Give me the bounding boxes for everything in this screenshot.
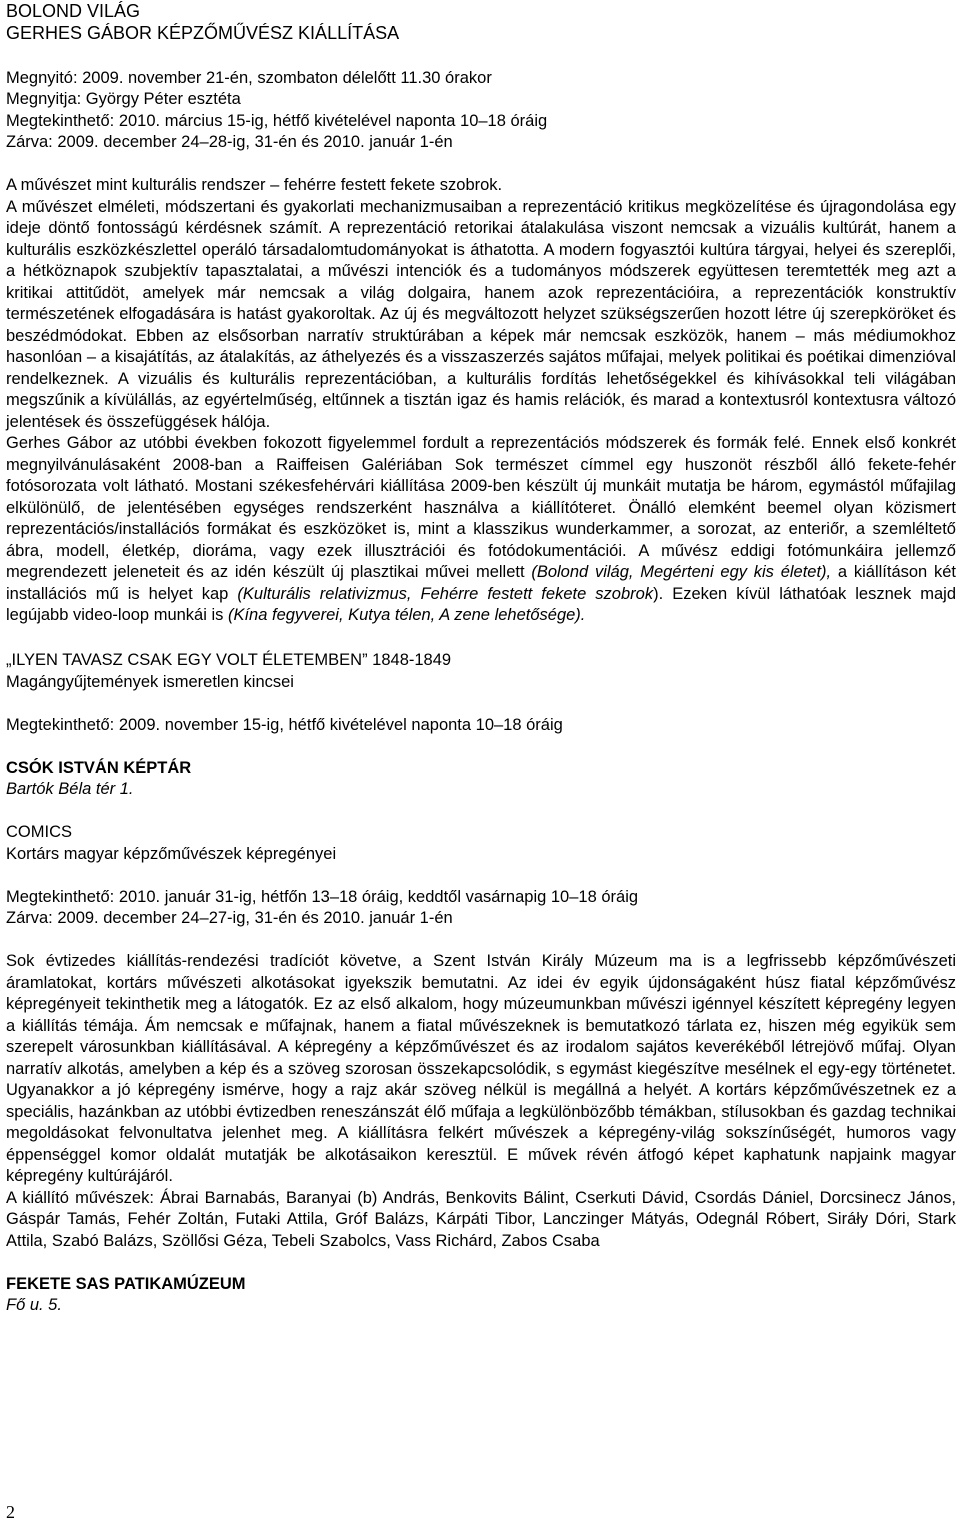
- exhibition-1848: [6, 650, 956, 736]
- venue-csok: [6, 758, 956, 801]
- essay-paragraph: A művészet elméleti, módszertani és gyakorlati mechanizmusaiban a reprezentáció kritikus megközelítése és újragondolása egy ideje döntő fontosságú kérdésnek számít. A reprezentáció retorikai átalakulása viszont nemcsak a vizuális kultúrát, hanem a kulturális eszközkészlettel operáló társadalomtudományokat is áthatotta. A modern fogyasztói kultúra tárgyai, helyei és szereplői, a hétköznapok szubjektív tapasztalatai, a művészi intenciók és a tudományos módszerek együttesen teremtették meg azt a kritikai attitűdöt, amelyek már nemcsak a világ dolgaira, hanem azok reprezentációira, a reprezentációk konstruktív természetének elfogadására is hatást gyakoroltak. Az új és megváltozott helyzet szükségszerűen hozott létre új szerepköröket és beszédmódokat. Ebben az elsősorban narratív struktúrában a képek már nemcsak eszközök, hanem – más médiumokhoz hasonlóan – a kisajátítás, az átalakítás, az áthelyezés és a visszaszerzés sajátos műfajai, melyek politikai és poétikai dimenzióval rendelkeznek. A vizuális és kulturális reprezentációban, a kulturális fordítás lehetőségekkel és kihívásokkal teli világában megszűnik a kívülállás, az egyértelműség, eltűnnek a tisztán igaz és hamis relációk, és marad a kontextusról kontextusra változó jelentések és összefüggések hálója.: [6, 197, 956, 431]
- exhibition-subtitle: GERHES GÁBOR KÉPZŐMŰVÉSZ KIÁLLÍTÁSA: [6, 23, 400, 43]
- venue-patikamuzeum: [6, 1274, 956, 1317]
- artwork-titles: (Bolond világ, Megérteni egy kis életet),: [531, 563, 832, 581]
- exhibition-1848-title: „ILYEN TAVASZ CSAK EGY VOLT ÉLETEMBEN” 1848-1849: [6, 651, 452, 669]
- comics-viewing: Megtekinthető: 2010. január 31-ig, hétfőn 13–18 óráig, keddtől vasárnapig 10–18 óráig: [6, 887, 639, 906]
- installation-titles: (Kulturális relativizmus, Fehérre festett fekete szobrok: [237, 584, 654, 603]
- venue-name: CSÓK ISTVÁN KÉPTÁR: [6, 758, 192, 777]
- spacer: [6, 154, 956, 176]
- comics-subtitle: Kortárs magyar képzőművészek képregényei: [6, 844, 337, 863]
- exhibition-title: BOLOND VILÁG: [6, 1, 141, 21]
- venue-address: Bartók Béla tér 1.: [6, 780, 134, 798]
- comics-closed: Zárva: 2009. december 24–27-ig, 31-én és 2010. január 1-én: [6, 909, 453, 927]
- opener-line: Megnyitja: György Péter esztéta: [6, 90, 241, 108]
- document-header: [6, 0, 956, 44]
- venue-address: Fő u. 5.: [6, 1296, 62, 1314]
- closed-line: Zárva: 2009. december 24–28-ig, 31-én és 2010. január 1-én: [6, 133, 453, 151]
- paragraph-text: a kiállításon két installációs mű is helyet kap: [6, 563, 956, 603]
- opening-line: Megnyitó: 2009. november 21-én, szombaton délelőtt 11.30 órakor: [6, 68, 492, 87]
- page-number: 2: [6, 1502, 15, 1522]
- spacer: [6, 930, 956, 952]
- spacer: [6, 736, 956, 758]
- exhibition-1848-viewing: Megtekinthető: 2009. november 15-ig, hétfő kivételével naponta 10–18 óráig: [6, 715, 563, 734]
- paragraph-text: Gerhes Gábor az utóbbi években fokozott figyelemmel fordult a reprezentációs módszerek és formák felé. Ennek első konkrét megnyilvánulásaként 2008-ban a Raiffeisen Galériában Sok természet címmel egy huszonöt részből álló fekete-fehér fotósorozata volt látható. Mostani székesfehérvári kiállítása 2009-ben készült új munkáit mutatja be három, egymástól műfajilag elkülönülő, de jelentésében egységes rendszerként használva a kiállítóteret. Önálló elemként beemel olyan közismert reprezentációs/installációs formákat és eszközöket is, mint a klasszikus wunderkammer, a sorozat, az enteriőr, a szemléltető ábra, modell, életkép, dioráma, vagy ezek illusztrációi és fotódokumentációi. A művész eddigi fotómunkáira jellemző megrendezett jeleneteit és az idén készült új plasztikai művei mellett: [6, 434, 956, 581]
- document-page: [6, 0, 956, 1317]
- spacer: [6, 865, 956, 887]
- exhibition-1848-subtitle: Magángyűjtemények ismeretlen kincsei: [6, 672, 294, 691]
- spacer: [6, 627, 956, 649]
- spacer: [6, 1252, 956, 1274]
- video-titles: (Kína fegyverei, Kutya télen, A zene lehetősége).: [227, 606, 586, 624]
- essay-paragraph-2: [6, 433, 956, 627]
- paragraph-text: ). Ezeken kívül láthatóak lesznek majd legújabb video-loop munkái is: [6, 584, 956, 624]
- spacer: [6, 801, 956, 823]
- venue-name: FEKETE SAS PATIKAMÚZEUM: [6, 1274, 246, 1293]
- spacer: [6, 693, 956, 715]
- exhibition-comics: [6, 822, 956, 1252]
- exhibition-info: [6, 68, 956, 154]
- comics-title: COMICS: [6, 823, 72, 841]
- comics-paragraph: Sok évtizedes kiállítás-rendezési tradíciót követve, a Szent István Király Múzeum ma is a legfrissebb képzőművészeti áramlatokat, kortárs művészeti alkotásokat igyekszik bemutatni. Az idei év egyik újdonságaként húsz fiatal képzőművész képregényeit tekinthetik meg a látogatók. Ez az első alkalom, hogy múzeumunkban művészi igénnyel készített képregény legyen a kiállítás témája. Ám nemcsak e műfajnak, hanem a fiatal művészeknek is bemutatkozó tárlata ez, hiszen még egyikük sem szerepelt városunkban kiállításával. A képregény a képzőművészet és az irodalom sajátos keverékéből létrejövő műfaj. Olyan narratív alkotás, amelyben a kép és a szöveg szorosan összekapcsolódik, s egymást kiegészítve mesélnek el egy-egy történetet. Ugyanakkor a jó képregény ismérve, hogy a rajz akár szöveg nélkül is megállná a helyét. A kortárs képzőművészetnek ez a speciális, hazánkban az utóbbi évtizedben reneszánszát élő műfaja a legkülönbözőbb témákban, stílusokban és gazdag technikai megoldásokat felvonultatva jelenhet meg. A kiállításra felkért művészek a képregény-világ sokszínűségét, humoros vagy éppenséggel komor oldalát mutatják be alkotásaikon keresztül. E művek révén átfogó képet kaphatunk napjaink magyar képregény kultúrájáról.: [6, 952, 956, 1185]
- spacer: [6, 44, 956, 66]
- viewing-line: Megtekinthető: 2010. március 15-ig, hétfő kivételével naponta 10–18 óráig: [6, 111, 548, 130]
- comics-artists: A kiállító művészek: Ábrai Barnabás, Baranyai (b) András, Benkovits Bálint, Cserkuti Dávid, Csordás Dániel, Dorcsinecz János, Gáspár Tamás, Fehér Zoltán, Futaki Attila, Gróf Balázs, Kárpáti Tibor, Lanczinger Mátyás, Odegnál Róbert, Siráły Dóri, Stark Attila, Szabó Balázs, Szöllősi Géza, Tebeli Szabolcs, Vass Richárd, Zabos Csaba: [6, 1188, 956, 1250]
- essay-heading: A művészet mint kulturális rendszer – fehérre festett fekete szobrok.: [6, 176, 503, 194]
